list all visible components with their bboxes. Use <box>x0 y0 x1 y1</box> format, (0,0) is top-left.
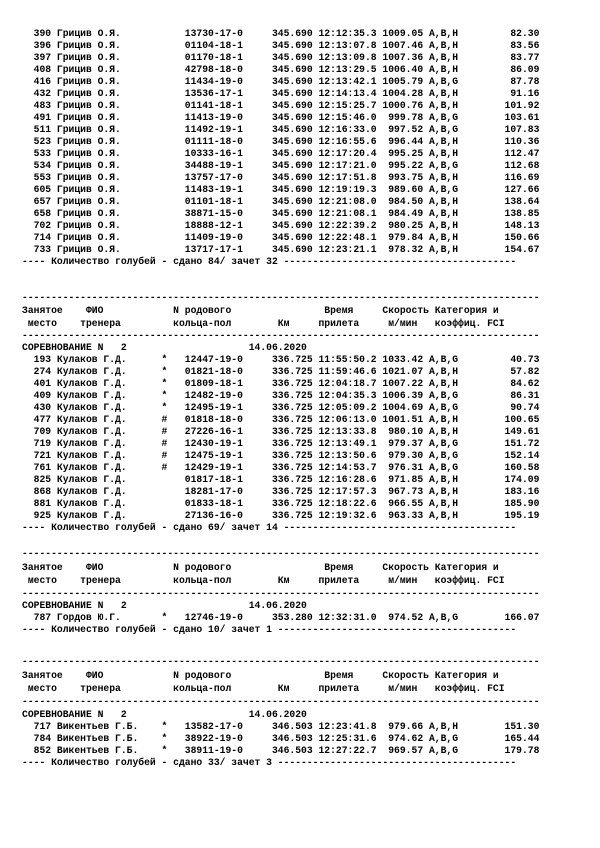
competition-title: СОРЕВНОВАНИЕ N 2 14.06.2020 <box>22 709 307 720</box>
result-row: 274 Кулаков Г.Д. * 01821-18-0 336.725 11:59:46.6 1021.07 A,B,H 57.82 <box>22 366 540 377</box>
column-header-line-1: Занятое ФИО N родового Время Скорость Категория и <box>22 305 499 316</box>
result-row: 761 Кулаков Г.Д. # 12429-19-1 336.725 12:14:53.7 976.31 A,B,G 160.58 <box>22 462 540 473</box>
result-row: 523 Грицив О.Я. 01111-18-0 345.690 12:16:55.6 996.44 A,B,H 110.36 <box>22 136 540 147</box>
separator-line: ----------------------------------------------------------------------------------------- <box>22 330 540 341</box>
separator-line: ----------------------------------------------------------------------------------------- <box>22 656 540 667</box>
result-row: 401 Кулаков Г.Д. * 01809-18-1 336.725 12:04:18.7 1007.22 A,B,H 84.62 <box>22 378 540 389</box>
block-summary: ---- Количество голубей - сдано 10/ зачет 1 ----------------------------------------- <box>22 624 517 635</box>
result-row: 787 Гордов Ю.Г. * 12746-19-0 353.280 12:32:31.0 974.52 A,B,G 166.07 <box>22 612 540 623</box>
separator-line: ----------------------------------------------------------------------------------------- <box>22 292 540 303</box>
result-row: 717 Викентьев Г.Б. * 13582-17-0 346.503 12:23:41.8 979.66 A,B,H 151.30 <box>22 721 540 732</box>
result-row: 430 Кулаков Г.Д. * 12495-19-1 336.725 12:05:09.2 1004.69 A,B,G 90.74 <box>22 402 540 413</box>
column-header-line-1: Занятое ФИО N родового Время Скорость Категория и <box>22 562 499 573</box>
result-row: 397 Грицив О.Я. 01170-18-1 345.690 12:13:09.8 1007.36 A,B,H 83.77 <box>22 52 540 63</box>
result-row: 491 Грицив О.Я. 11413-19-0 345.690 12:15:46.0 999.78 A,B,G 103.61 <box>22 112 540 123</box>
result-row: 533 Грицив О.Я. 10333-16-1 345.690 12:17:20.4 995.25 A,B,H 112.47 <box>22 148 540 159</box>
result-row: 477 Кулаков Г.Д. # 01818-18-0 336.725 12:06:13.0 1001.51 A,B,H 100.65 <box>22 414 540 425</box>
competition-title: СОРЕВНОВАНИЕ N 2 14.06.2020 <box>22 342 307 353</box>
result-row: 721 Кулаков Г.Д. # 12475-19-1 336.725 12:13:50.6 979.30 A,B,G 152.14 <box>22 450 540 461</box>
result-row: 925 Кулаков Г.Д. 27136-16-0 336.725 12:19:32.6 963.33 A,B,H 195.19 <box>22 510 540 521</box>
separator-line: ----------------------------------------------------------------------------------------- <box>22 548 540 559</box>
block-summary: ---- Количество голубей - сдано 84/ зачет 32 ---------------------------------------- <box>22 256 517 267</box>
result-row: 719 Кулаков Г.Д. # 12430-19-1 336.725 12:13:49.1 979.37 A,B,G 151.72 <box>22 438 540 449</box>
separator-line: ----------------------------------------------------------------------------------------- <box>22 588 540 599</box>
result-row: 553 Грицив О.Я. 13757-17-0 345.690 12:17:51.8 993.75 A,B,H 116.69 <box>22 172 540 183</box>
result-row: 702 Грицив О.Я. 18888-12-1 345.690 12:22:39.2 980.25 A,B,H 148.13 <box>22 220 540 231</box>
result-row: 881 Кулаков Г.Д. 01833-18-1 336.725 12:18:22.6 966.55 A,B,H 185.90 <box>22 498 540 509</box>
result-row: 396 Грицив О.Я. 01104-18-1 345.690 12:13:07.8 1007.46 A,B,H 83.56 <box>22 40 540 51</box>
result-row: 416 Грицив О.Я. 11434-19-0 345.690 12:13:42.1 1005.79 A,B,G 87.78 <box>22 76 540 87</box>
column-header-line-2: место тренера кольца-пол Км прилета м/мин коэффиц. FCI <box>22 318 505 329</box>
result-row: 733 Грицив О.Я. 13717-17-1 345.690 12:23:21.1 978.32 A,B,H 154.67 <box>22 244 540 255</box>
column-header-line-1: Занятое ФИО N родового Время Скорость Категория и <box>22 670 499 681</box>
result-row: 825 Кулаков Г.Д. 01817-18-1 336.725 12:16:28.6 971.85 A,B,H 174.09 <box>22 474 540 485</box>
result-row: 483 Грицив О.Я. 01141-18-1 345.690 12:15:25.7 1000.76 A,B,H 101.92 <box>22 100 540 111</box>
result-row: 709 Кулаков Г.Д. # 27226-16-1 336.725 12:13:33.8 980.10 A,B,H 149.61 <box>22 426 540 437</box>
result-row: 657 Грицив О.Я. 01101-18-1 345.690 12:21:08.0 984.50 A,B,H 138.64 <box>22 196 540 207</box>
result-row: 409 Кулаков Г.Д. * 12482-19-0 336.725 12:04:35.3 1006.39 A,B,G 86.31 <box>22 390 540 401</box>
result-row: 605 Грицив О.Я. 11483-19-1 345.690 12:19:19.3 989.60 A,B,G 127.66 <box>22 184 540 195</box>
block-summary: ---- Количество голубей - сдано 69/ зачет 14 ---------------------------------------- <box>22 522 517 533</box>
result-row: 511 Грицив О.Я. 11492-19-1 345.690 12:16:33.0 997.52 A,B,G 107.83 <box>22 124 540 135</box>
result-row: 193 Кулаков Г.Д. * 12447-19-0 336.725 11:55:50.2 1033.42 A,B,G 40.73 <box>22 354 540 365</box>
result-row: 714 Грицив О.Я. 11409-19-0 345.690 12:22:48.1 979.84 A,B,H 150.66 <box>22 232 540 243</box>
block-summary: ---- Количество голубей - сдано 33/ зачет 3 ----------------------------------------- <box>22 757 517 768</box>
column-header-line-2: место тренера кольца-пол Км прилета м/мин коэффиц. FCI <box>22 683 505 694</box>
result-row: 390 Грицив О.Я. 13730-17-0 345.690 12:12:35.3 1009.05 A,B,H 82.30 <box>22 28 540 39</box>
separator-line: ----------------------------------------------------------------------------------------- <box>22 696 540 707</box>
result-row: 408 Грицив О.Я. 42798-18-0 345.690 12:13:29.5 1006.40 A,B,H 86.09 <box>22 64 540 75</box>
result-row: 868 Кулаков Г.Д. 18281-17-0 336.725 12:17:57.3 967.73 A,B,H 183.16 <box>22 486 540 497</box>
result-row: 534 Грицив О.Я. 34488-19-1 345.690 12:17:21.0 995.22 A,B,G 112.68 <box>22 160 540 171</box>
result-row: 432 Грицив О.Я. 13536-17-1 345.690 12:14:13.4 1004.28 A,B,H 91.16 <box>22 88 540 99</box>
result-row: 852 Викентьев Г.Б. * 38911-19-0 346.503 12:27:22.7 969.57 A,B,G 179.78 <box>22 745 540 756</box>
competition-title: СОРЕВНОВАНИЕ N 2 14.06.2020 <box>22 600 307 611</box>
result-row: 784 Викентьев Г.Б. * 38922-19-0 346.503 12:25:31.6 974.62 A,B,G 165.44 <box>22 733 540 744</box>
result-row: 658 Грицив О.Я. 38871-15-0 345.690 12:21:08.1 984.49 A,B,H 138.85 <box>22 208 540 219</box>
column-header-line-2: место тренера кольца-пол Км прилета м/мин коэффиц. FCI <box>22 575 505 586</box>
